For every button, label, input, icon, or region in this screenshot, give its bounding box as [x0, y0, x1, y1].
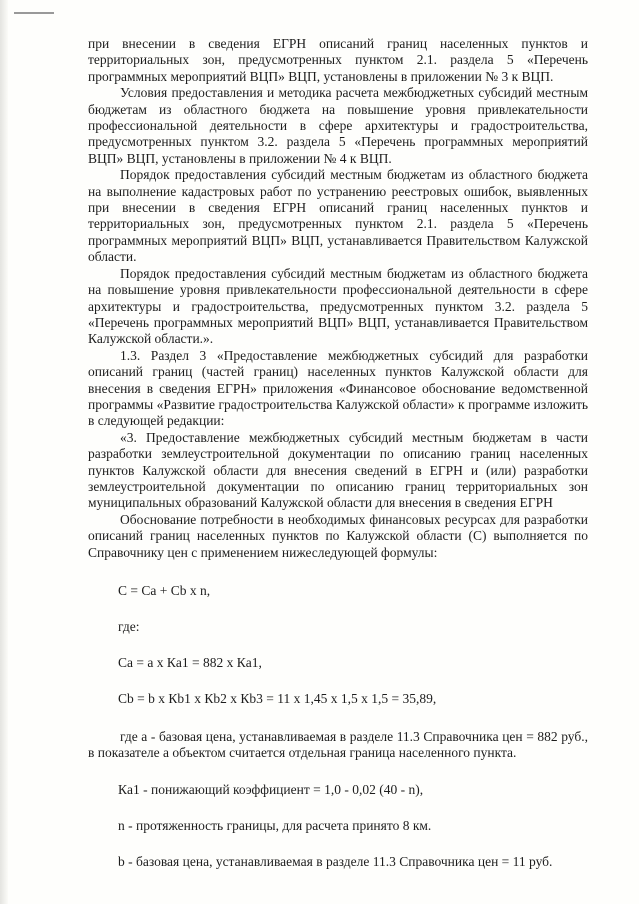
definition-n: n - протяженность границы, для расчета принято 8 км.	[118, 817, 432, 833]
document-body	[88, 36, 588, 870]
paragraph-4: Порядок предоставления субсидий местным бюджетам из областного бюджета на повышение уровня привлекательности профессиональной деятельности в сфере архитектуры и градостроительства, предусмотренных пунктом 3.2. раздела 5 «Перечень программных мероприятий ВЦП» ВЦП, устанавливается Правительством Калужской области.».	[88, 265, 588, 347]
formula-cb: Сb = b x Кb1 x Кb2 x Кb3 = 11 x 1,45 x 1,5 x 1,5 = 35,89,	[118, 691, 437, 706]
paragraph-6: «3. Предоставление межбюджетных субсидий местным бюджетам в части разработки землеустроительной документации по описанию границ населенных пунктов Калужской области для внесения сведений в ЕГРН и (или) разработки землеустроительной документации по описанию границ территориальных зон муниципальных образований Калужской области для внесения в сведения ЕГРН	[88, 429, 588, 511]
formula-main: С = Сa + Сb x n,	[118, 583, 211, 598]
paragraph-3: Порядок предоставления субсидий местным бюджетам из областного бюджета на выполнение кадастровых работ по устранению реестровых ошибок, выявленных при внесении в сведения ЕГРН описаний границ населенных пунктов и территориальных зон, предусмотренных пунктом 2.1. раздела 5 «Перечень программных мероприятий ВЦП» ВЦП, устанавливается Правительством Калужской области.	[88, 167, 588, 265]
definition-a: где a - базовая цена, устанавливаемая в разделе 11.3 Справочника цен = 882 руб., в показателе a объектом считается отдельная граница населенного пункта.	[88, 729, 588, 761]
definition-b: b - базовая цена, устанавливаемая в разделе 11.3 Справочника цен = 11 руб.	[118, 853, 553, 869]
paragraph-1: при внесении в сведения ЕГРН описаний границ населенных пунктов и территориальных зон, предусмотренных пунктом 2.1. раздела 5 «Перечень программных мероприятий ВЦП» ВЦП, установлены в приложении № 3 к ВЦП.	[88, 36, 588, 84]
paragraph-5: 1.3. Раздел 3 «Предоставление межбюджетных субсидий для разработки описаний границ (частей границ) населенных пунктов Калужской области для внесения в сведения ЕГРН» приложения «Финансовое обоснование ведомственной программы «Развитие градостроительства Калужской области» к программе изложить в следующей редакции:	[88, 347, 588, 429]
where-label: где:	[118, 619, 140, 634]
scan-mark	[14, 12, 54, 14]
paragraph-7: Обоснование потребности в необходимых финансовых ресурсах для разработки описаний границ населенных пунктов по Калужской области (С) выполняется по Справочнику цен с применением нижеследующей формулы:	[88, 511, 588, 560]
paragraph-2: Условия предоставления и методика расчета межбюджетных субсидий местным бюджетам из областного бюджета на повышение уровня привлекательности профессиональной деятельности в сфере архитектуры и градостроительства, предусмотренных пунктом 3.2. раздела 5 «Перечень программных мероприятий ВЦП» ВЦП, установлены в приложении № 4 к ВЦП.	[88, 85, 588, 166]
definition-ka1: Кa1 - понижающий коэффициент = 1,0 - 0,02 (40 - n),	[118, 781, 424, 797]
scan-edge	[0, 0, 8, 904]
formula-ca: Сa = a x Кa1 = 882 x Кa1,	[118, 655, 262, 670]
